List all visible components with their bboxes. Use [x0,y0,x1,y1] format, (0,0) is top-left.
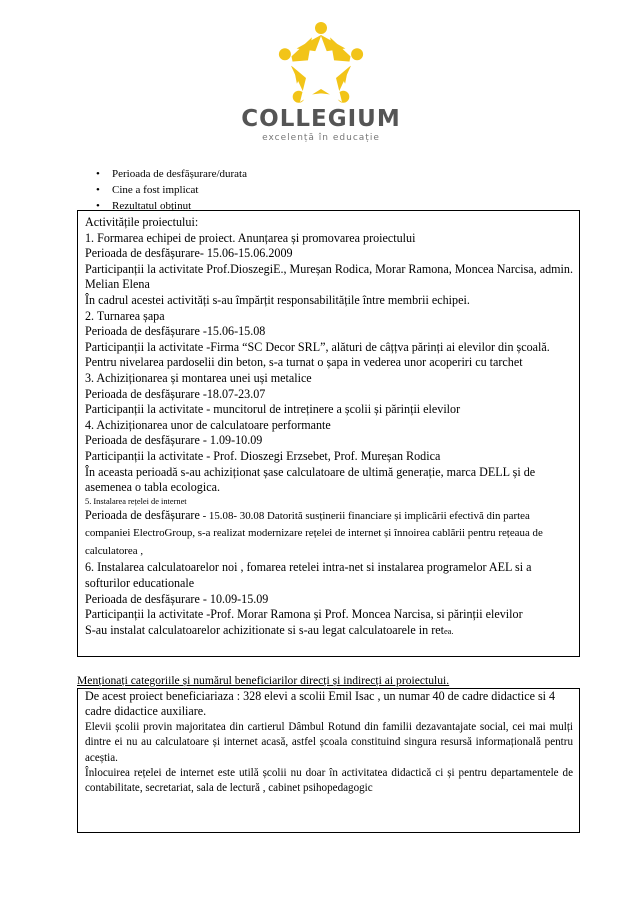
period-label: Perioada de desfășurare [85,507,200,522]
figure-head-icon [315,22,327,34]
activity-line: 4. Achiziționarea unor de calculatoare performante [85,417,331,432]
activity-item5-period [85,507,573,561]
beneficiaries-paragraph: De acest proiect beneficiariaza : 328 elevi a scolii Emil Isac , un numar 40 de cadre didactice si 4 cadre didactice auxiliare. [85,689,556,719]
activity-item5-title: 5. Instalarea rețelei de internet [85,496,187,506]
activities-box [77,210,580,657]
activity-line: 3. Achiziționarea și montarea unei uși metalice [85,370,312,385]
activity-line: Participanții la activitate -Firma “SC Decor SRL”, alături de câțțva părinți ai elevilor din școală. [85,339,550,354]
activity-line: Participanții la activitate Prof.DioszegiE., Mureșan Rodica, Morar Ramona, Moncea Narcisa, admin. Melian Elena [85,261,573,292]
final-line-tail: ea. [443,626,454,636]
activity-line: Participanții la activitate - muncitorul de intreținere a școlii și părinții elevilor [85,402,461,417]
bullet-list [96,166,247,214]
bullet-item: • Perioada de desfășurare/durata [96,166,247,182]
beneficiaries-paragraph: Elevii școlii provin majoritatea din cartierul Dâmbul Rotund din familii dezavantajate social, cei mai mulți dintre ei nu au calculatoare și internet acasă, astfel școala constituind singura resursă informațională pentru aceștia. [85,720,573,764]
activity-line: Participanții la activitate - Prof. Dioszegi Erzsebet, Prof. Mureșan Rodica [85,448,441,463]
activity-line: Participanții la activitate -Prof. Morar Ramona și Prof. Moncea Narcisa, si părinții elevilor [85,607,523,622]
activity-line: Perioada de desfășurare- 15.06-15.06.2009 [85,246,293,261]
activities-heading: Activitățile proiectului: [85,215,199,229]
collegium-logo [236,16,406,144]
logo-tagline: excelență în educație [262,133,380,143]
bullet-item: • Cine a fost implicat [96,182,247,198]
bullet-item: • Rezultatul obținut [96,198,247,214]
activity-line: Perioada de desfășurare -18.07-23.07 [85,386,266,401]
figure-head-icon [279,48,291,60]
activity-line: 1. Formarea echipei de proiect. Anunțarea și promovarea proiectului [85,230,416,245]
activity-line: 2. Turnarea șapa [85,308,165,323]
activity-line: Perioada de desfășurare - 10.09-15.09 [85,591,269,606]
activity-line: Pentru nivelarea pardoselii din beton, s-a turnat o șapa in vederea unor acoperiri cu tarchet [85,355,523,370]
beneficiaries-label: Menționați categoriile și numărul beneficiarilor direcți și indirecți ai proiectului. [77,674,450,687]
final-line-main: S-au instalat calculatoarelor achizitionate si s-au legat calculatoarele in ret [85,622,444,637]
period-detail: - 15.08- 30.08 Datorită susținerii financiare și implicării efectivă din partea companiei ElectroGroup, s-a realizat modernizare rețelei de internet și înnoirea cablării pentru rețeaua de calculatorea , [85,509,543,557]
star-figures-icon [236,16,406,108]
activity-line: Perioada de desfășurare -15.06-15.08 [85,324,266,339]
logo-wordmark: COLLEGIUM [241,106,401,132]
activity-line: 6. Instalarea calculatoarelor noi , fomarea retelei intra-net si instalarea programelor AEL si a softurilor educationale [85,560,532,591]
activity-line: Perioada de desfășurare - 1.09-10.09 [85,433,263,448]
beneficiaries-paragraph: Înlocuirea rețelei de internet este utilă școlii nu doar în activitatea didactică ci și pentru departamentele de contabilitate, secretariat, sala de lectură , cabinet psihopedagogic [85,767,573,795]
activity-line: În aceasta perioadă s-au achiziționat șase calculatoare de ultimă generație, marca DELL și de asemenea o tabla ecologica. [85,464,536,495]
beneficiaries-box [77,688,580,833]
figure-head-icon [351,48,363,60]
activity-line: În cadrul acestei activități s-au împărțit responsabilitățile între membrii echipei. [85,292,470,307]
activity-final-line [85,623,573,640]
